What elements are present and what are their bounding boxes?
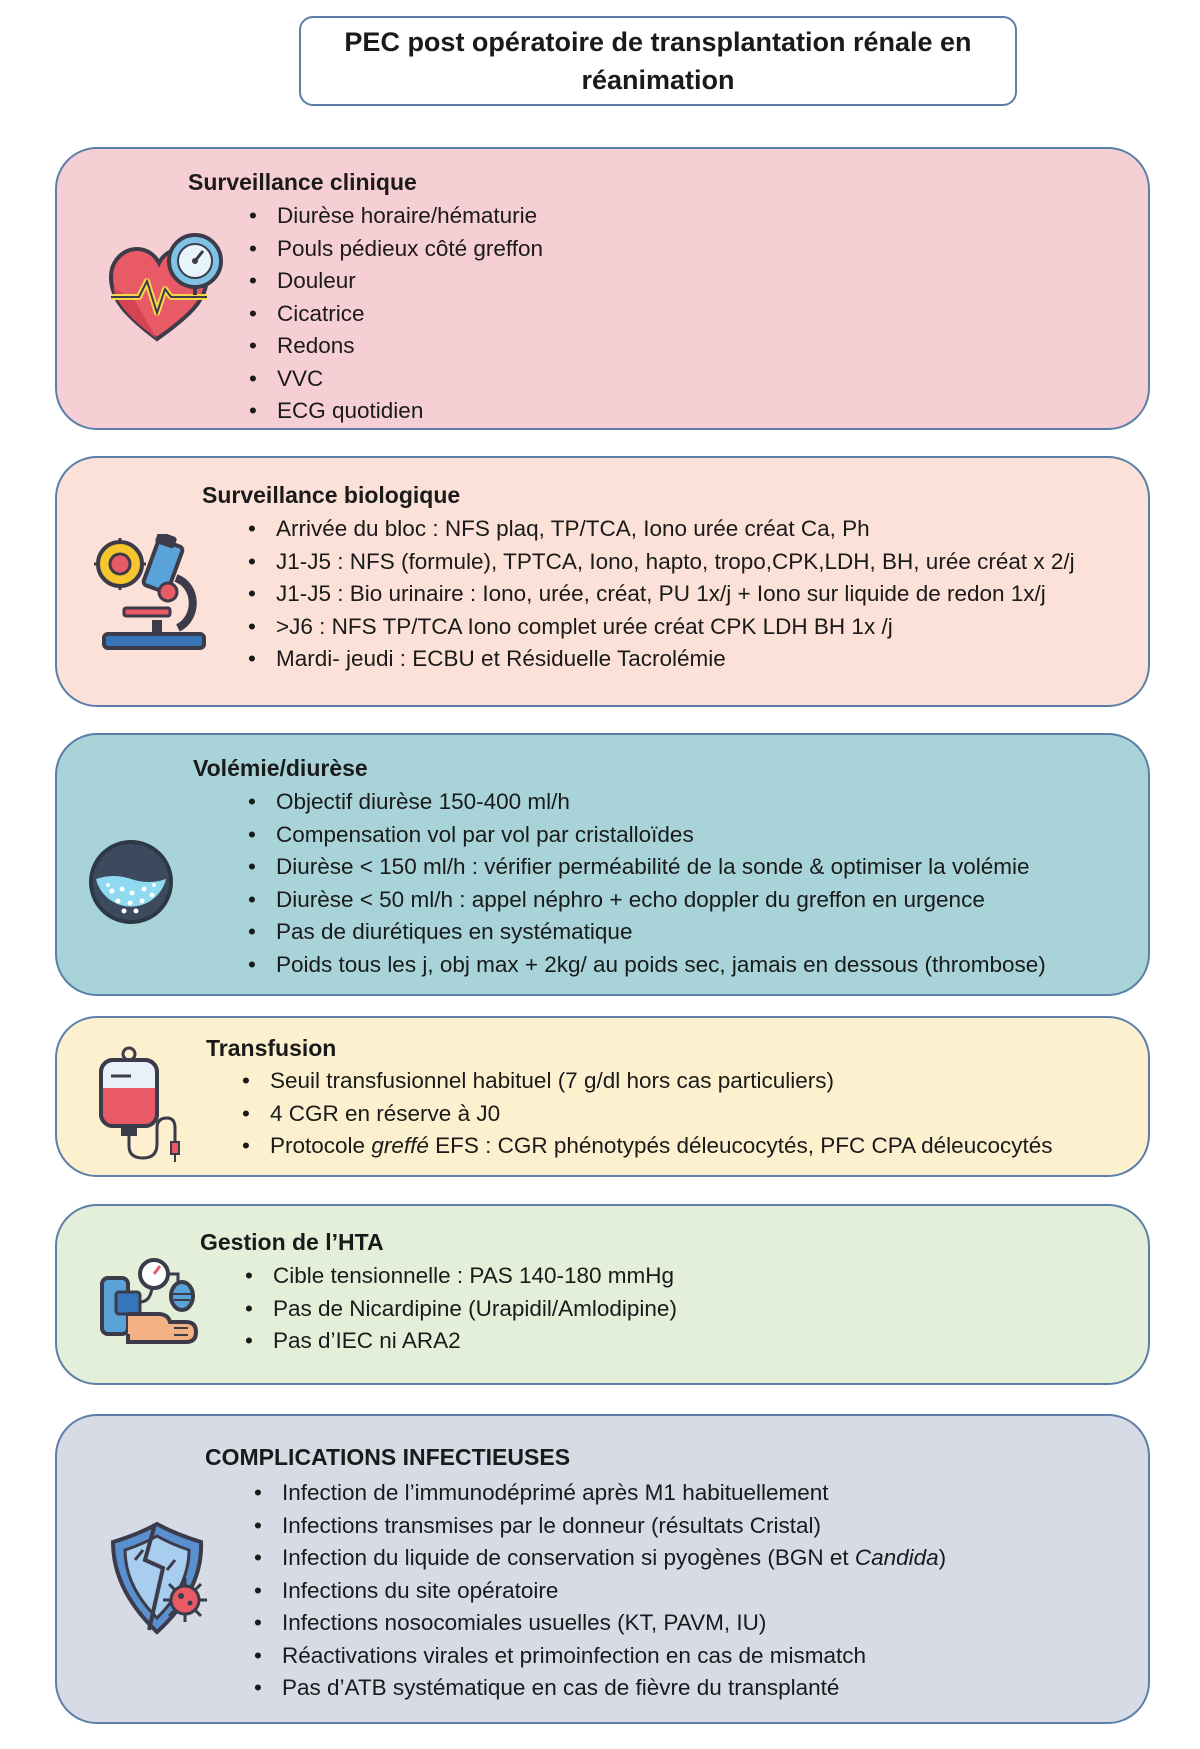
list-item: • Objectif diurèse 150-400 ml/h — [246, 786, 1046, 819]
item-italic-text: greffé — [371, 1133, 429, 1158]
item-text: Protocole — [270, 1133, 372, 1158]
item-list — [240, 1065, 1053, 1163]
list-item: • >J6 : NFS TP/TCA Iono complet urée créat CPK LDH BH 1x /j — [246, 611, 1075, 644]
list-item: • Réactivations virales et primoinfection en cas de mismatch — [252, 1640, 946, 1673]
water-bowl-icon — [88, 839, 174, 925]
list-item: • Diurèse < 150 ml/h : vérifier perméabilité de la sonde & optimiser la volémie — [246, 851, 1046, 884]
item-text: Infection du liquide de conservation si pyogènes (BGN et — [282, 1545, 855, 1570]
blood-pressure-icon — [98, 1258, 200, 1352]
list-item — [252, 1542, 946, 1575]
list-item: • J1-J5 : NFS (formule), TPTCA, Iono, hapto, tropo,CPK,LDH, BH, urée créat x 2/j — [246, 546, 1075, 579]
list-item: • Redons — [247, 330, 543, 363]
item-list — [246, 513, 1075, 676]
list-item: • J1-J5 : Bio urinaire : Iono, urée, créat, PU 1x/j + Iono sur liquide de redon 1x/j — [246, 578, 1075, 611]
section-complications-infectieuses — [55, 1414, 1150, 1724]
item-list — [247, 200, 543, 428]
section-gestion-hta — [55, 1204, 1150, 1385]
list-item: • VVC — [247, 363, 543, 396]
section-heading: Surveillance biologique — [202, 482, 461, 508]
list-item: • Infection de l’immunodéprimé après M1 habituellement — [252, 1477, 946, 1510]
heart-gauge-icon — [105, 231, 223, 343]
list-item: • Infections transmises par le donneur (résultats Cristal) — [252, 1510, 946, 1543]
microscope-icon — [94, 534, 206, 652]
list-item: • ECG quotidien — [247, 395, 543, 428]
section-transfusion — [55, 1016, 1150, 1177]
list-item: • Pas d’IEC ni ARA2 — [243, 1325, 677, 1358]
list-item: • Seuil transfusionnel habituel (7 g/dl hors cas particuliers) — [240, 1065, 1053, 1098]
list-item: • Arrivée du bloc : NFS plaq, TP/TCA, Iono urée créat Ca, Ph — [246, 513, 1075, 546]
shield-virus-icon — [105, 1520, 215, 1638]
blood-bag-icon — [95, 1046, 185, 1164]
item-italic-text: Candida — [854, 1545, 939, 1570]
list-item: • 4 CGR en réserve à J0 — [240, 1098, 1053, 1131]
list-item: • Pas de Nicardipine (Urapidil/Amlodipine) — [243, 1293, 677, 1326]
item-list — [243, 1260, 677, 1358]
list-item: • Cicatrice — [247, 298, 543, 331]
item-list — [252, 1477, 946, 1705]
item-text: ) — [938, 1545, 947, 1570]
list-item: • Diurèse < 50 ml/h : appel néphro + echo doppler du greffon en urgence — [246, 884, 1046, 917]
section-heading: Transfusion — [206, 1035, 337, 1061]
page-title: PEC post opératoire de transplantation rénale en réanimation — [344, 27, 972, 95]
list-item: • Pouls pédieux côté greffon — [247, 233, 543, 266]
section-volemie-diurese — [55, 733, 1150, 996]
section-heading: Gestion de l’HTA — [200, 1229, 384, 1255]
section-heading: Surveillance clinique — [188, 169, 417, 195]
title-box — [299, 16, 1017, 106]
section-surveillance-clinique — [55, 147, 1150, 430]
list-item: • Infections nosocomiales usuelles (KT, PAVM, IU) — [252, 1607, 946, 1640]
list-item: • Mardi- jeudi : ECBU et Résiduelle Tacrolémie — [246, 643, 1075, 676]
list-item: • Douleur — [247, 265, 543, 298]
item-text: EFS : CGR phénotypés déleucocytés, PFC CPA déleucocytés — [428, 1133, 1053, 1158]
list-item: • Poids tous les j, obj max + 2kg/ au poids sec, jamais en dessous (thrombose) — [246, 949, 1046, 982]
list-item: • Compensation vol par vol par cristalloïdes — [246, 819, 1046, 852]
list-item: • Infections du site opératoire — [252, 1575, 946, 1608]
list-item — [240, 1130, 1053, 1163]
list-item: • Pas de diurétiques en systématique — [246, 916, 1046, 949]
section-heading: COMPLICATIONS INFECTIEUSES — [205, 1444, 571, 1470]
list-item: • Cible tensionnelle : PAS 140-180 mmHg — [243, 1260, 677, 1293]
item-list — [246, 786, 1046, 981]
list-item: • Pas d’ATB systématique en cas de fièvre du transplanté — [252, 1672, 946, 1705]
list-item: • Diurèse horaire/hématurie — [247, 200, 543, 233]
section-heading: Volémie/diurèse — [193, 755, 368, 781]
section-surveillance-biologique — [55, 456, 1150, 707]
